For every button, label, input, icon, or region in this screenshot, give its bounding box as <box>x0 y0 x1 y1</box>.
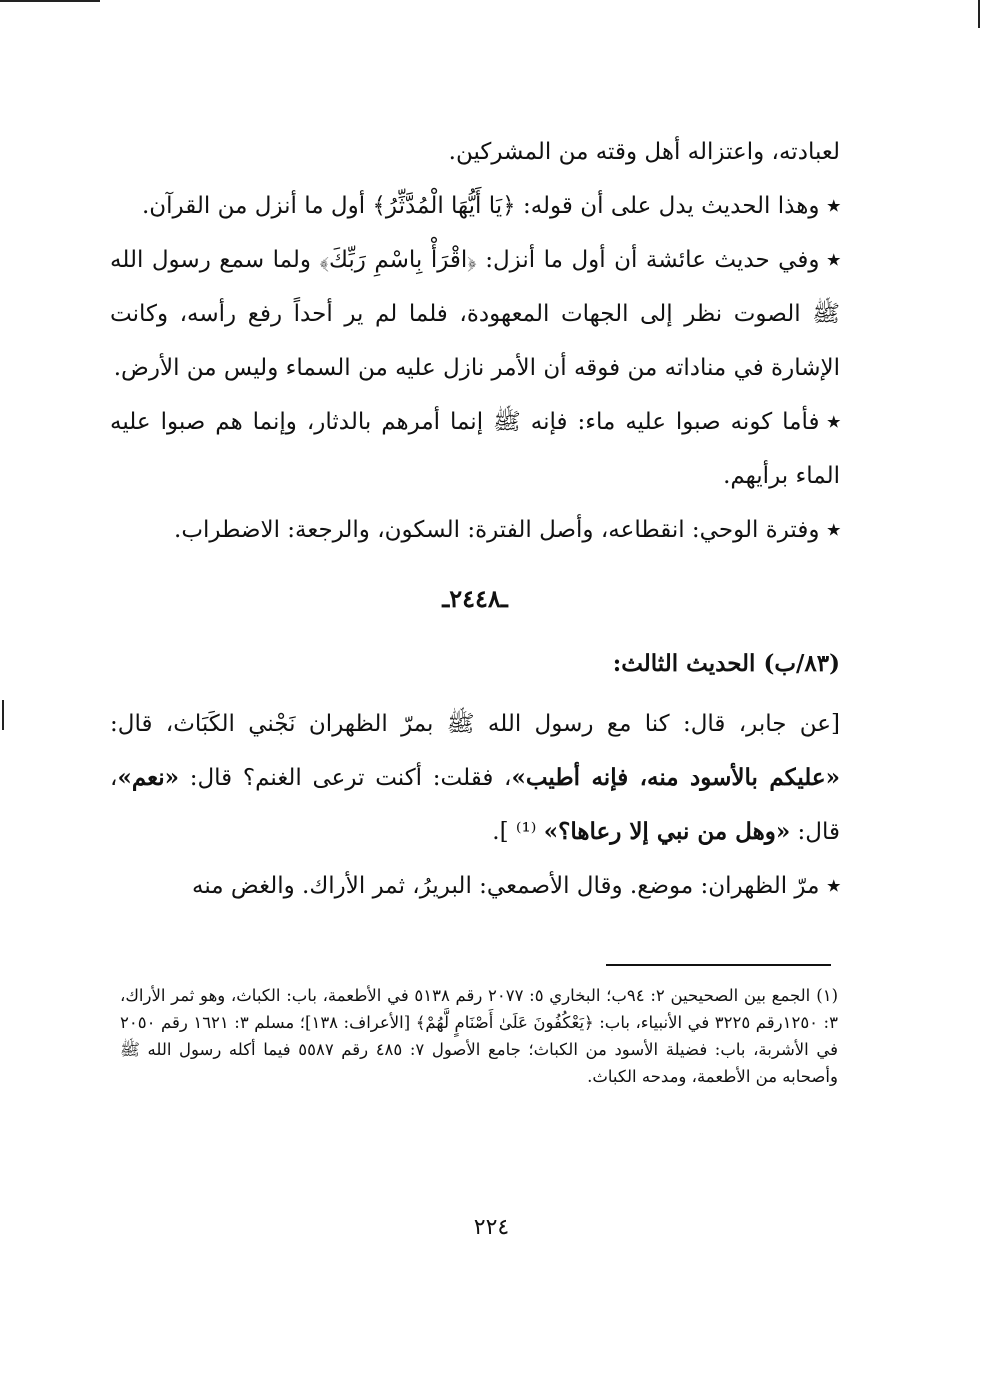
paragraph-6-text: مرّ الظهران: موضع. وقال الأصمعي: البريرُ، ثمر الأراك. والغض منه <box>192 873 820 899</box>
scan-edge-mark-right <box>978 0 980 28</box>
scan-edge-mark-left <box>2 700 4 730</box>
star-bullet-icon: ٭ <box>827 192 840 219</box>
hadith-text-part: ، قال: <box>110 765 840 845</box>
paragraph-2-text: وهذا الحديث يدل على أن قوله: ﴿يَا أَيُّهَا الْمُدَّثِّرُ﴾ أول ما أنزل من القرآن. <box>141 193 820 219</box>
hadith-text <box>110 697 840 859</box>
hadith-quote: «عليكم بالأسود منه، فإنه أطيب» <box>511 764 840 791</box>
footnote-separator <box>606 964 831 966</box>
paragraph-1-text: لعبادته، واعتزاله أهل وقته من المشركين. <box>448 139 840 165</box>
hadith-number: ـ٢٤٤٨ـ <box>442 584 508 613</box>
star-bullet-icon: ٭ <box>827 872 840 899</box>
hadith-quote: «نعم» <box>117 764 179 791</box>
paragraph-3 <box>110 233 840 395</box>
hadith-quote: «وهل من نبي إلا رعاها؟» <box>543 818 791 845</box>
paragraph-6 <box>110 859 840 913</box>
page-number: ٢٢٤ <box>473 1215 510 1240</box>
scan-edge-mark-top <box>0 0 100 2</box>
paragraph-4 <box>110 395 840 503</box>
star-bullet-icon: ٭ <box>827 408 840 435</box>
paragraph-3-text: وفي حديث عائشة أن أول ما أنزل: ﴿اقْرَأْ بِاسْمِ رَبِّكَ﴾ ولما سمع رسول الله ﷺ الصوت نظر إلى الجهات المعهودة، فلما لم ير أحداً رفع رأسه، وكانت الإشارة في مناداته من فوقه أن الأمر نازل عليه من السماء وليس من الأرض. <box>110 247 840 381</box>
footnote-text: الجمع بين الصحيحين ٢: ٩٤ب؛ البخاري ٥: ٢٠٧٧ رقم ٥١٣٨ في الأطعمة، باب: الكباث، وهو ثمر الأراك، ٣: ١٢٥٠رقم ٣٢٢٥ في الأنبياء، باب: ﴿يَعْكُفُونَ عَلَىٰ أَصْنَامٍ لَّهُمْ﴾ [الأعراف: ١٣٨]؛ مسلم ٣: ١٦٢١ رقم ٢٠٥٠ في الأشربة، باب: فضيلة الأسود من الكباث؛ جامع الأصول ٧: ٤٨٥ رقم ٥٥٨٧ فيما أكله رسول الله ﷺ وأصحابه من الأطعمة، ومدحه الكباث. <box>120 986 838 1086</box>
star-bullet-icon: ٭ <box>827 516 840 543</box>
star-bullet-icon: ٭ <box>827 246 840 273</box>
paragraph-1 <box>110 125 840 179</box>
paragraph-2 <box>110 179 840 233</box>
paragraph-5-text: وفترة الوحي: انقطاعه، وأصل الفترة: السكون، والرجعة: الاضطراب. <box>174 517 820 543</box>
footnotes <box>120 982 838 1090</box>
hadith-text-part: ⁽¹⁾ ]. <box>492 819 544 845</box>
hadith-heading: (٨٣/ب) الحديث الثالث: <box>612 650 840 677</box>
paragraph-5 <box>110 503 840 557</box>
footnote-number: (١) <box>816 986 839 1005</box>
page-body <box>110 125 840 913</box>
hadith-text-part: ، فقلت: أكنت ترعى الغنم؟ قال: <box>179 765 512 791</box>
paragraph-4-text: فأما كونه صبوا عليه ماء: فإنه ﷺ إنما أمرهم بالدثار، وإنما هم صبوا عليه الماء برأيهم. <box>110 409 840 489</box>
hadith-text-part: [عن جابر، قال: كنا مع رسول الله ﷺ بمرّ الظهران نَجْني الكَبَاث، قال: <box>110 711 840 737</box>
